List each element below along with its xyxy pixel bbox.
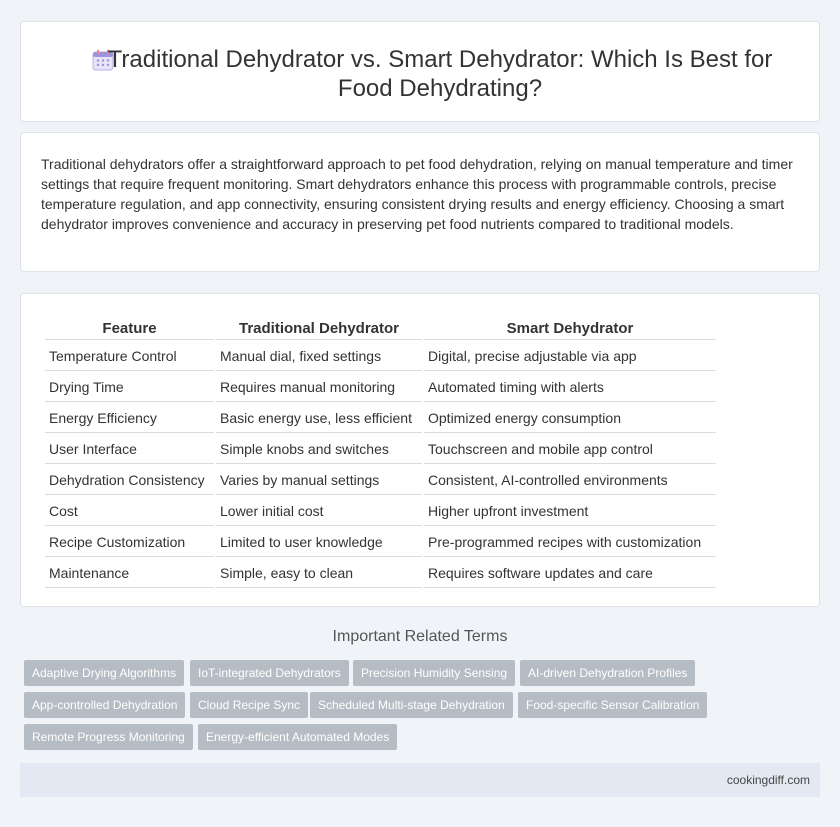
table-row: [45, 342, 716, 371]
header-smart: Smart Dehydrator: [424, 316, 716, 340]
footer-site-link[interactable]: cookingdiff.com: [726, 773, 810, 787]
cell-feature: Dehydration Consistency: [45, 466, 214, 495]
intro-paragraph: Traditional dehydrators offer a straightforward approach to pet food dehydration, relying on manual temperature and timer settings that require frequent monitoring. Smart dehydrators enhance this process with programmable controls, precise temperature regulation, and app connectivity, ensuring consistent drying results and energy efficiency. Choosing a smart dehydrator improves convenience and accuracy in preserving pet food nutrients compared to traditional models.: [41, 156, 793, 232]
cell-feature: User Interface: [45, 435, 214, 464]
term-tag[interactable]: App-controlled Dehydration: [24, 692, 185, 718]
cell-traditional: Lower initial cost: [216, 497, 422, 526]
related-terms-heading: Important Related Terms: [332, 628, 508, 645]
cell-smart: Pre-programmed recipes with customization: [424, 528, 716, 557]
cell-smart: Higher upfront investment: [424, 497, 716, 526]
cell-traditional: Limited to user knowledge: [216, 528, 422, 557]
cell-feature: Temperature Control: [45, 342, 214, 371]
cell-traditional: Simple knobs and switches: [216, 435, 422, 464]
table-row: [45, 373, 716, 402]
term-tag[interactable]: Energy-efficient Automated Modes: [198, 724, 397, 750]
cell-feature: Cost: [45, 497, 214, 526]
intro-card: [20, 132, 820, 272]
term-tag[interactable]: Food-specific Sensor Calibration: [518, 692, 707, 718]
table-row: [45, 466, 716, 495]
cell-traditional: Varies by manual settings: [216, 466, 422, 495]
term-tag[interactable]: Scheduled Multi-stage Dehydration: [310, 692, 513, 718]
table-header-row: [45, 316, 716, 340]
cell-smart: Touchscreen and mobile app control: [424, 435, 716, 464]
cell-smart: Optimized energy consumption: [424, 404, 716, 433]
table-row: [45, 528, 716, 557]
title-card: [20, 21, 820, 122]
cell-feature: Energy Efficiency: [45, 404, 214, 433]
term-tag[interactable]: Cloud Recipe Sync: [190, 692, 308, 718]
cell-feature: Maintenance: [45, 559, 214, 588]
cell-smart: Requires software updates and care: [424, 559, 716, 588]
cell-traditional: Requires manual monitoring: [216, 373, 422, 402]
cell-feature: Recipe Customization: [45, 528, 214, 557]
term-tag[interactable]: Remote Progress Monitoring: [24, 724, 193, 750]
table-row: [45, 497, 716, 526]
cell-smart: Consistent, AI-controlled environments: [424, 466, 716, 495]
cell-feature: Drying Time: [45, 373, 214, 402]
cell-traditional: Simple, easy to clean: [216, 559, 422, 588]
header-traditional: Traditional Dehydrator: [216, 316, 422, 340]
page-title: Traditional Dehydrator vs. Smart Dehydrator: Which Is Best for Food Dehydrating?: [107, 46, 773, 102]
footer: [20, 763, 820, 797]
header-feature: Feature: [45, 316, 214, 340]
comparison-table: [43, 314, 718, 590]
cell-smart: Automated timing with alerts: [424, 373, 716, 402]
cell-traditional: Manual dial, fixed settings: [216, 342, 422, 371]
comparison-card: [20, 293, 820, 607]
cell-traditional: Basic energy use, less efficient: [216, 404, 422, 433]
term-tag[interactable]: AI-driven Dehydration Profiles: [520, 660, 695, 686]
term-tag[interactable]: Precision Humidity Sensing: [353, 660, 515, 686]
table-row: [45, 404, 716, 433]
table-row: [45, 559, 716, 588]
term-tag[interactable]: IoT-integrated Dehydrators: [190, 660, 349, 686]
table-row: [45, 435, 716, 464]
term-tag[interactable]: Adaptive Drying Algorithms: [24, 660, 184, 686]
cell-smart: Digital, precise adjustable via app: [424, 342, 716, 371]
